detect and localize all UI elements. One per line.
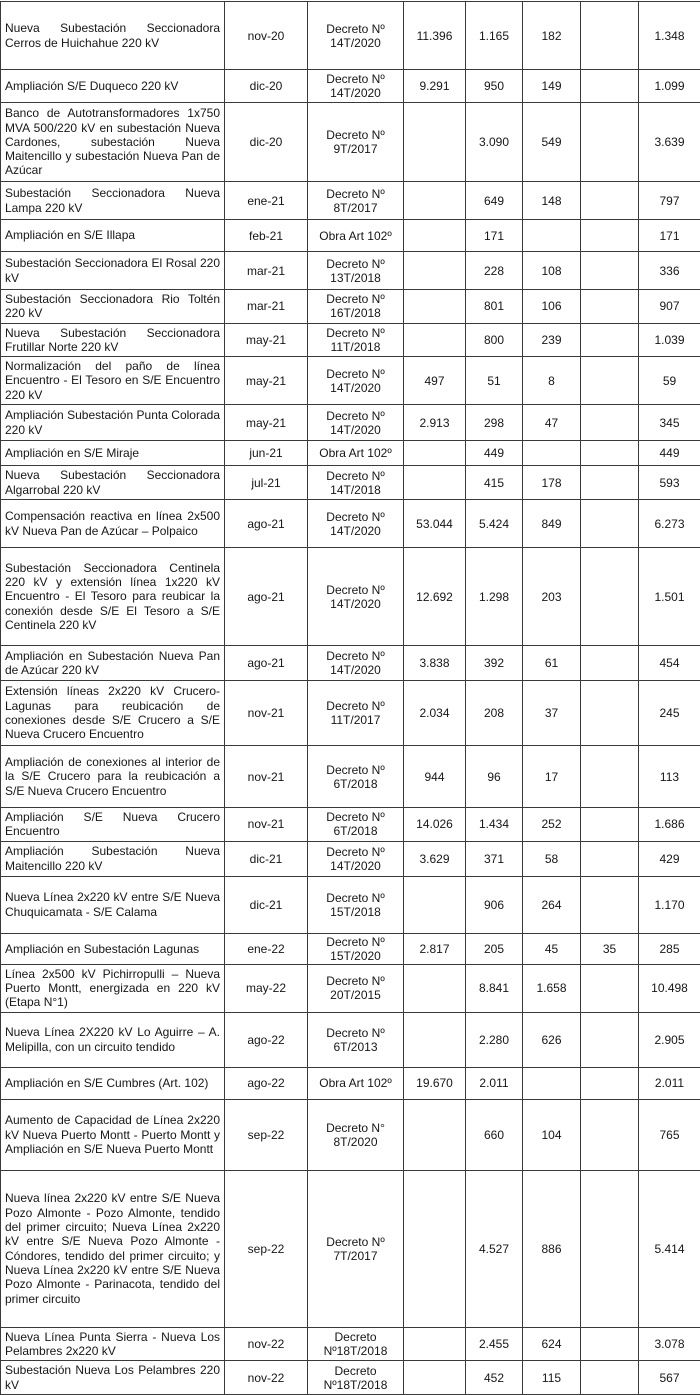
date-cell: nov-21 xyxy=(225,746,308,808)
date-cell: dic-21 xyxy=(225,841,308,876)
decree-cell: Decreto Nº 16T/2018 xyxy=(308,290,404,324)
total-cell: 454 xyxy=(639,646,700,681)
value-cell: 205 xyxy=(466,933,523,964)
value-cell: 47 xyxy=(523,405,581,441)
date-cell: may-21 xyxy=(225,323,308,357)
project-name-cell: Nueva Subestación Seccionadora Cerros de Huichahue 220 kV xyxy=(1,2,225,70)
total-cell: 59 xyxy=(639,357,700,405)
total-cell: 3.639 xyxy=(639,103,700,182)
total-cell: 907 xyxy=(639,290,700,324)
value-cell xyxy=(581,746,639,808)
total-cell: 1.170 xyxy=(639,876,700,933)
value-cell xyxy=(581,103,639,182)
value-cell: 115 xyxy=(523,1361,581,1395)
decree-cell: Decreto Nº 7T/2017 xyxy=(308,1170,404,1327)
decree-cell: Decreto Nº 14T/2020 xyxy=(308,405,404,441)
table-row xyxy=(1,182,700,220)
date-cell: ago-21 xyxy=(225,646,308,681)
project-name-cell: Aumento de Capacidad de Línea 2x220 kV Nueva Puerto Montt - Puerto Montt y Ampliación en S/E Nueva Puerto Montt xyxy=(1,1099,225,1170)
value-cell xyxy=(404,964,466,1012)
table-row xyxy=(1,964,700,1012)
value-cell xyxy=(404,220,466,252)
decree-cell: Decreto Nº 14T/2020 xyxy=(308,841,404,876)
value-cell: 626 xyxy=(523,1012,581,1067)
total-cell: 245 xyxy=(639,681,700,746)
value-cell: 497 xyxy=(404,357,466,405)
project-name-cell: Nueva línea 2x220 kV entre S/E Nueva Pozo Almonte - Pozo Almonte, tendido del primer circuito; Nueva Línea 2x220 kV entre S/E Nueva Pozo Almonte - Cóndores, tendido del primer circuito; y Nueva Línea 2x220 kV entre S/E Nueva Pozo Almonte - Parinacota, tendido del primer circuito xyxy=(1,1170,225,1327)
value-cell xyxy=(523,441,581,466)
value-cell: 37 xyxy=(523,681,581,746)
value-cell xyxy=(404,466,466,500)
total-cell: 336 xyxy=(639,252,700,290)
table-row xyxy=(1,808,700,842)
value-cell: 886 xyxy=(523,1170,581,1327)
table-row xyxy=(1,548,700,646)
date-cell: jun-21 xyxy=(225,441,308,466)
value-cell: 906 xyxy=(466,876,523,933)
table-row xyxy=(1,252,700,290)
date-cell: dic-20 xyxy=(225,103,308,182)
date-cell: sep-22 xyxy=(225,1099,308,1170)
value-cell: 228 xyxy=(466,252,523,290)
value-cell xyxy=(581,500,639,548)
value-cell xyxy=(404,103,466,182)
value-cell: 660 xyxy=(466,1099,523,1170)
value-cell xyxy=(404,1012,466,1067)
value-cell: 392 xyxy=(466,646,523,681)
table-row xyxy=(1,746,700,808)
project-name-cell: Ampliación en Subestación Nueva Pan de Azúcar 220 kV xyxy=(1,646,225,681)
decree-cell: Decreto Nº 14T/2020 xyxy=(308,70,404,103)
value-cell: 5.424 xyxy=(466,500,523,548)
total-cell: 797 xyxy=(639,182,700,220)
date-cell: nov-22 xyxy=(225,1361,308,1395)
value-cell: 12.692 xyxy=(404,548,466,646)
decree-cell: Obra Art 102º xyxy=(308,441,404,466)
table-row xyxy=(1,357,700,405)
value-cell: 239 xyxy=(523,323,581,357)
value-cell: 298 xyxy=(466,405,523,441)
table-row xyxy=(1,876,700,933)
date-cell: nov-22 xyxy=(225,1327,308,1361)
decree-cell: Decreto Nº 14T/2020 xyxy=(308,2,404,70)
value-cell xyxy=(404,441,466,466)
total-cell: 5.414 xyxy=(639,1170,700,1327)
total-cell: 285 xyxy=(639,933,700,964)
date-cell: mar-21 xyxy=(225,252,308,290)
table-row xyxy=(1,405,700,441)
decree-cell: Decreto Nº 14T/2020 xyxy=(308,357,404,405)
decree-cell: Decreto Nº 20T/2015 xyxy=(308,964,404,1012)
date-cell: nov-21 xyxy=(225,681,308,746)
value-cell xyxy=(581,290,639,324)
value-cell: 203 xyxy=(523,548,581,646)
table-row xyxy=(1,441,700,466)
total-cell: 171 xyxy=(639,220,700,252)
value-cell: 624 xyxy=(523,1327,581,1361)
total-cell: 449 xyxy=(639,441,700,466)
decree-cell: Decreto Nº 6T/2013 xyxy=(308,1012,404,1067)
value-cell: 800 xyxy=(466,323,523,357)
decree-cell: Decreto Nº 13T/2018 xyxy=(308,252,404,290)
table-row xyxy=(1,500,700,548)
project-name-cell: Nueva Línea 2x220 kV entre S/E Nueva Chuquicamata - S/E Calama xyxy=(1,876,225,933)
decree-cell: Decreto N° 8T/2020 xyxy=(308,1099,404,1170)
total-cell: 567 xyxy=(639,1361,700,1395)
value-cell: 4.527 xyxy=(466,1170,523,1327)
value-cell xyxy=(581,466,639,500)
value-cell: 415 xyxy=(466,466,523,500)
decree-cell: Obra Art 102º xyxy=(308,220,404,252)
value-cell: 549 xyxy=(523,103,581,182)
value-cell xyxy=(523,220,581,252)
project-name-cell: Ampliación en S/E Cumbres (Art. 102) xyxy=(1,1067,225,1099)
value-cell: 182 xyxy=(523,2,581,70)
projects-table-body xyxy=(1,2,700,1395)
value-cell: 148 xyxy=(523,182,581,220)
project-name-cell: Subestación Seccionadora Rio Toltén 220 kV xyxy=(1,290,225,324)
table-row xyxy=(1,1170,700,1327)
value-cell: 9.291 xyxy=(404,70,466,103)
value-cell: 944 xyxy=(404,746,466,808)
decree-cell: Decreto Nº 11T/2017 xyxy=(308,681,404,746)
total-cell: 10.498 xyxy=(639,964,700,1012)
value-cell: 17 xyxy=(523,746,581,808)
value-cell: 3.090 xyxy=(466,103,523,182)
total-cell: 2.905 xyxy=(639,1012,700,1067)
project-name-cell: Nueva Línea Punta Sierra - Nueva Los Pelambres 2x220 kV xyxy=(1,1327,225,1361)
value-cell: 108 xyxy=(523,252,581,290)
value-cell: 371 xyxy=(466,841,523,876)
value-cell xyxy=(404,1327,466,1361)
decree-cell: Decreto Nº18T/2018 xyxy=(308,1361,404,1395)
date-cell: nov-21 xyxy=(225,808,308,842)
table-row xyxy=(1,290,700,324)
value-cell: 11.396 xyxy=(404,2,466,70)
project-name-cell: Ampliación Subestación Punta Colorada 220 kV xyxy=(1,405,225,441)
value-cell xyxy=(581,252,639,290)
total-cell: 765 xyxy=(639,1099,700,1170)
value-cell: 106 xyxy=(523,290,581,324)
value-cell: 452 xyxy=(466,1361,523,1395)
table-row xyxy=(1,1099,700,1170)
date-cell: ago-22 xyxy=(225,1067,308,1099)
date-cell: ene-21 xyxy=(225,182,308,220)
table-row xyxy=(1,646,700,681)
value-cell xyxy=(404,323,466,357)
value-cell xyxy=(581,1012,639,1067)
value-cell: 8.841 xyxy=(466,964,523,1012)
value-cell xyxy=(404,182,466,220)
value-cell: 178 xyxy=(523,466,581,500)
total-cell: 113 xyxy=(639,746,700,808)
date-cell: dic-21 xyxy=(225,876,308,933)
project-name-cell: Nueva Subestación Seccionadora Frutillar Norte 220 kV xyxy=(1,323,225,357)
total-cell: 6.273 xyxy=(639,500,700,548)
project-name-cell: Ampliación S/E Duqueco 220 kV xyxy=(1,70,225,103)
value-cell: 96 xyxy=(466,746,523,808)
date-cell: feb-21 xyxy=(225,220,308,252)
table-row xyxy=(1,1012,700,1067)
date-cell: may-21 xyxy=(225,405,308,441)
value-cell xyxy=(581,964,639,1012)
total-cell: 1.686 xyxy=(639,808,700,842)
value-cell: 2.011 xyxy=(466,1067,523,1099)
value-cell xyxy=(581,357,639,405)
value-cell xyxy=(581,405,639,441)
value-cell: 14.026 xyxy=(404,808,466,842)
value-cell xyxy=(581,1170,639,1327)
value-cell: 950 xyxy=(466,70,523,103)
date-cell: dic-20 xyxy=(225,70,308,103)
decree-cell: Decreto Nº 6T/2018 xyxy=(308,808,404,842)
project-name-cell: Subestación Seccionadora Centinela 220 kV y extensión línea 1x220 kV Encuentro - El Tesoro para reubicar la conexión desde S/E El Tesoro a S/E Centinela 220 kV xyxy=(1,548,225,646)
project-name-cell: Subestación Seccionadora Nueva Lampa 220 kV xyxy=(1,182,225,220)
value-cell xyxy=(581,2,639,70)
table-row xyxy=(1,933,700,964)
value-cell: 3.838 xyxy=(404,646,466,681)
table-row xyxy=(1,1067,700,1099)
table-row xyxy=(1,466,700,500)
table-row xyxy=(1,841,700,876)
value-cell xyxy=(581,841,639,876)
value-cell: 252 xyxy=(523,808,581,842)
table-row xyxy=(1,70,700,103)
total-cell: 593 xyxy=(639,466,700,500)
decree-cell: Decreto Nº 14T/2020 xyxy=(308,500,404,548)
value-cell: 2.455 xyxy=(466,1327,523,1361)
value-cell xyxy=(581,1327,639,1361)
project-name-cell: Subestación Seccionadora El Rosal 220 kV xyxy=(1,252,225,290)
value-cell xyxy=(581,1099,639,1170)
table-row xyxy=(1,323,700,357)
value-cell: 53.044 xyxy=(404,500,466,548)
decree-cell: Decreto Nº 15T/2018 xyxy=(308,876,404,933)
value-cell xyxy=(404,876,466,933)
value-cell: 1.298 xyxy=(466,548,523,646)
date-cell: may-22 xyxy=(225,964,308,1012)
projects-table xyxy=(0,1,700,1395)
value-cell: 19.670 xyxy=(404,1067,466,1099)
value-cell xyxy=(581,220,639,252)
value-cell: 3.629 xyxy=(404,841,466,876)
value-cell: 2.034 xyxy=(404,681,466,746)
value-cell: 51 xyxy=(466,357,523,405)
total-cell: 3.078 xyxy=(639,1327,700,1361)
value-cell: 649 xyxy=(466,182,523,220)
value-cell xyxy=(404,290,466,324)
decree-cell: Decreto Nº 6T/2018 xyxy=(308,746,404,808)
project-name-cell: Nueva Línea 2X220 kV Lo Aguirre – A. Melipilla, con un circuito tendido xyxy=(1,1012,225,1067)
table-row xyxy=(1,1327,700,1361)
project-name-cell: Banco de Autotransformadores 1x750 MVA 500/220 kV en subestación Nueva Cardones, subestación Nueva Maitencillo y subestación Nueva Pan de Azúcar xyxy=(1,103,225,182)
value-cell xyxy=(404,1361,466,1395)
value-cell: 2.817 xyxy=(404,933,466,964)
value-cell: 104 xyxy=(523,1099,581,1170)
value-cell: 849 xyxy=(523,500,581,548)
value-cell: 208 xyxy=(466,681,523,746)
project-name-cell: Compensación reactiva en línea 2x500 kV Nueva Pan de Azúcar – Polpaico xyxy=(1,500,225,548)
value-cell xyxy=(404,1170,466,1327)
value-cell: 35 xyxy=(581,933,639,964)
total-cell: 1.099 xyxy=(639,70,700,103)
total-cell: 1.039 xyxy=(639,323,700,357)
value-cell: 449 xyxy=(466,441,523,466)
project-name-cell: Subestación Nueva Los Pelambres 220 kV xyxy=(1,1361,225,1395)
decree-cell: Obra Art 102º xyxy=(308,1067,404,1099)
table-row xyxy=(1,103,700,182)
project-name-cell: Ampliación S/E Nueva Crucero Encuentro xyxy=(1,808,225,842)
table-row xyxy=(1,1361,700,1395)
value-cell xyxy=(581,70,639,103)
decree-cell: Decreto Nº18T/2018 xyxy=(308,1327,404,1361)
value-cell: 8 xyxy=(523,357,581,405)
project-name-cell: Ampliación en S/E Miraje xyxy=(1,441,225,466)
table-row xyxy=(1,220,700,252)
value-cell xyxy=(581,646,639,681)
total-cell: 2.011 xyxy=(639,1067,700,1099)
project-name-cell: Ampliación de conexiones al interior de la S/E Crucero para la reubicación a S/E Nueva Crucero Encuentro xyxy=(1,746,225,808)
value-cell xyxy=(581,1067,639,1099)
date-cell: may-21 xyxy=(225,357,308,405)
date-cell: ago-21 xyxy=(225,500,308,548)
total-cell: 345 xyxy=(639,405,700,441)
value-cell xyxy=(581,441,639,466)
project-name-cell: Ampliación Subestación Nueva Maitencillo 220 kV xyxy=(1,841,225,876)
value-cell xyxy=(404,1099,466,1170)
value-cell: 45 xyxy=(523,933,581,964)
value-cell: 2.280 xyxy=(466,1012,523,1067)
project-name-cell: Extensión líneas 2x220 kV Crucero-Lagunas para reubicación de conexiones desde S/E Crucero a S/E Nueva Crucero Encuentro xyxy=(1,681,225,746)
value-cell: 61 xyxy=(523,646,581,681)
project-name-cell: Ampliación en Subestación Lagunas xyxy=(1,933,225,964)
table-row xyxy=(1,2,700,70)
project-name-cell: Nueva Subestación Seccionadora Algarrobal 220 kV xyxy=(1,466,225,500)
value-cell: 801 xyxy=(466,290,523,324)
value-cell xyxy=(581,182,639,220)
date-cell: jul-21 xyxy=(225,466,308,500)
total-cell: 1.348 xyxy=(639,2,700,70)
date-cell: ene-22 xyxy=(225,933,308,964)
decree-cell: Decreto Nº 11T/2018 xyxy=(308,323,404,357)
date-cell: mar-21 xyxy=(225,290,308,324)
value-cell: 264 xyxy=(523,876,581,933)
decree-cell: Decreto Nº 8T/2017 xyxy=(308,182,404,220)
value-cell: 1.165 xyxy=(466,2,523,70)
value-cell: 149 xyxy=(523,70,581,103)
value-cell: 58 xyxy=(523,841,581,876)
value-cell xyxy=(581,681,639,746)
decree-cell: Decreto Nº 14T/2020 xyxy=(308,548,404,646)
decree-cell: Decreto Nº 14T/2018 xyxy=(308,466,404,500)
value-cell xyxy=(581,548,639,646)
date-cell: ago-22 xyxy=(225,1012,308,1067)
value-cell: 2.913 xyxy=(404,405,466,441)
date-cell: nov-20 xyxy=(225,2,308,70)
value-cell xyxy=(404,252,466,290)
project-name-cell: Normalización del paño de línea Encuentro - El Tesoro en S/E Encuentro 220 kV xyxy=(1,357,225,405)
date-cell: sep-22 xyxy=(225,1170,308,1327)
value-cell xyxy=(581,1361,639,1395)
project-name-cell: Línea 2x500 kV Pichirropulli – Nueva Puerto Montt, energizada en 220 kV (Etapa N°1) xyxy=(1,964,225,1012)
table-row xyxy=(1,681,700,746)
value-cell: 171 xyxy=(466,220,523,252)
total-cell: 1.501 xyxy=(639,548,700,646)
decree-cell: Decreto Nº 14T/2020 xyxy=(308,646,404,681)
decree-cell: Decreto Nº 15T/2020 xyxy=(308,933,404,964)
project-name-cell: Ampliación en S/E Illapa xyxy=(1,220,225,252)
value-cell xyxy=(581,323,639,357)
value-cell: 1.658 xyxy=(523,964,581,1012)
total-cell: 429 xyxy=(639,841,700,876)
value-cell xyxy=(581,808,639,842)
value-cell xyxy=(581,876,639,933)
date-cell: ago-21 xyxy=(225,548,308,646)
value-cell: 1.434 xyxy=(466,808,523,842)
decree-cell: Decreto Nº 9T/2017 xyxy=(308,103,404,182)
value-cell xyxy=(523,1067,581,1099)
